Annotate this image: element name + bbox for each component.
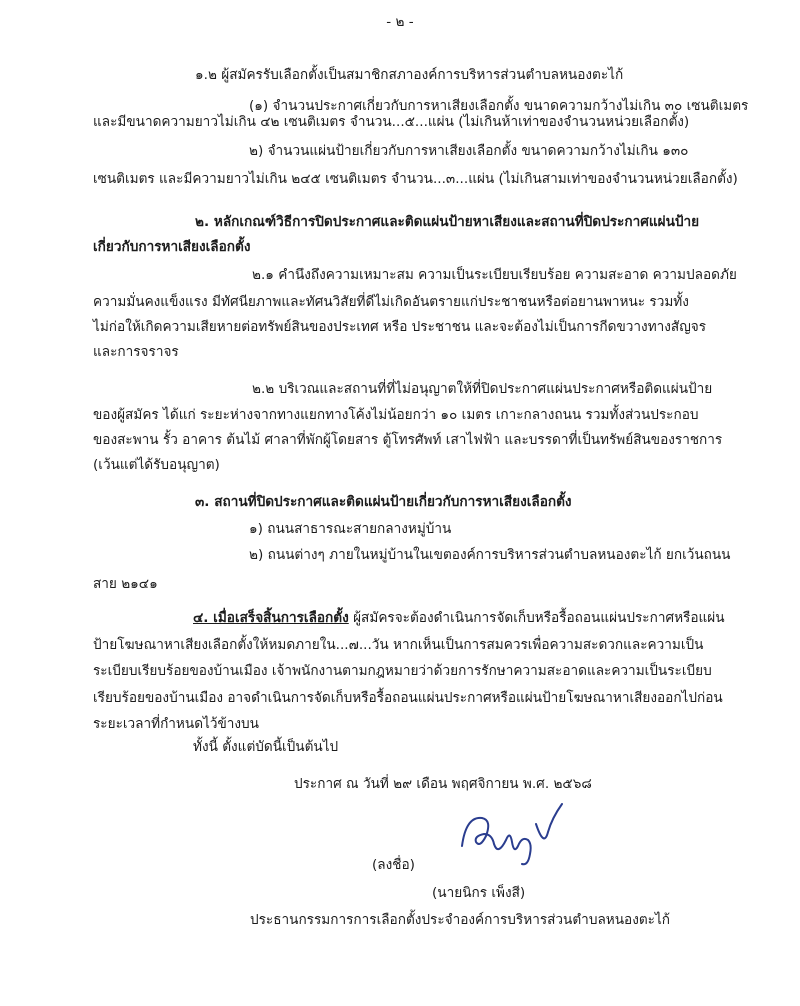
- section-4-line4: เรียบร้อยของบ้านเมือง อาจดำเนินการจัดเก็บหรือรื้อถอนแผ่นประกาศหรือแผ่นป้ายโฆษณาหาเสียงออกไปก่อน: [93, 690, 723, 706]
- section-4-line3: ระเบียบเรียบร้อยของบ้านเมือง เจ้าพนักงานตามกฎหมายว่าด้วยการรักษาความสะอาดและความเป็นระเบียบ: [93, 663, 712, 679]
- sign-label: (ลงชื่อ): [372, 857, 415, 873]
- section-2-1-line1: ๒.๑ คำนึงถึงความเหมาะสม ความเป็นระเบียบเรียบร้อย ความสะอาด ความปลอดภัย: [252, 267, 737, 283]
- signatory-position: ประธานกรรมการการเลือกตั้งประจำองค์การบริหารส่วนตำบลหนองตะไก้: [250, 912, 671, 928]
- signature-image: [452, 796, 582, 876]
- section-2-2-line1: ๒.๒ บริเวณและสถานที่ที่ไม่อนุญาตให้ที่ปิดประกาศแผ่นประกาศหรือติดแผ่นป้าย: [252, 381, 713, 397]
- section-1-2-item1-line1: (๑) จำนวนประกาศเกี่ยวกับการหาเสียงเลือกตั้ง ขนาดความกว้างไม่เกิน ๓๐ เซนติเมตร: [249, 98, 749, 114]
- section-2-1-line4: และการจราจร: [93, 344, 179, 360]
- page-number: - ๒ -: [386, 14, 414, 30]
- section-3-item2-line2: สาย ๒๑๔๑: [93, 576, 158, 592]
- closing-statement: ทั้งนี้ ตั้งแต่บัดนี้เป็นต้นไป: [193, 739, 339, 755]
- signatory-name: (นายนิกร เพ็งสี): [432, 885, 526, 901]
- section-2-heading-line1: ๒. หลักเกณฑ์วิธีการปิดประกาศและติดแผ่นป้ายหาเสียงและสถานที่ปิดประกาศแผ่นป้าย: [195, 214, 700, 230]
- section-3-heading: ๓. สถานที่ปิดประกาศและติดแผ่นป้ายเกี่ยวกับการหาเสียงเลือกตั้ง: [195, 494, 572, 510]
- announcement-date: ประกาศ ณ วันที่ ๒๙ เดือน พฤศจิกายน พ.ศ. ๒๕๖๘: [294, 776, 592, 792]
- section-4-line2: ป้ายโฆษณาหาเสียงเลือกตั้งให้หมดภายใน...๗...วัน หากเห็นเป็นการสมควรเพื่อความสะดวกและความเป็น: [93, 637, 704, 653]
- section-4-line1-rest: ผู้สมัครจะต้องดำเนินการจัดเก็บหรือรื้อถอนแผ่นประกาศหรือแผ่น: [353, 610, 725, 626]
- section-2-1-line3: ไม่ก่อให้เกิดความเสียหายต่อทรัพย์สินของประเทศ หรือ ประชาชน และจะต้องไม่เป็นการกีดขวางทางสัญจร: [93, 319, 707, 335]
- section-3-item2-line1: ๒) ถนนต่างๆ ภายในหมู่บ้านในเขตองค์การบริหารส่วนตำบลหนองตะไก้ ยกเว้นถนน: [249, 547, 731, 563]
- section-2-1-line2: ความมั่นคงแข็งแรง มีทัศนียภาพและทัศนวิสัยที่ดีไม่เกิดอันตรายแก่ประชาชนหรือต่อยานพาหนะ รวมทั้ง: [93, 294, 689, 310]
- section-1-2-item2-line1: ๒) จำนวนแผ่นป้ายเกี่ยวกับการหาเสียงเลือกตั้ง ขนาดความกว้างไม่เกิน ๑๓๐: [249, 143, 689, 159]
- section-1-2-item2-line2: เซนติเมตร และมีความยาวไม่เกิน ๒๔๕ เซนติเมตร จำนวน...๓...แผ่น (ไม่เกินสามเท่าของจำนวนหน่วยเลือกตั้ง): [93, 171, 738, 187]
- section-2-2-line2: ของผู้สมัคร ได้แก่ ระยะห่างจากทางแยกทางโค้งไม่น้อยกว่า ๑๐ เมตร เกาะกลางถนน รวมทั้งส่วนประกอบ: [93, 407, 699, 423]
- section-3-item1: ๑) ถนนสาธารณะสายกลางหมู่บ้าน: [249, 521, 452, 537]
- section-1-2-item1-line2: และมีขนาดความยาวไม่เกิน ๔๒ เซนติเมตร จำนวน...๕...แผ่น (ไม่เกินห้าเท่าของจำนวนหน่วยเลือกตั้ง): [93, 114, 690, 130]
- section-1-2-heading: ๑.๒ ผู้สมัครรับเลือกตั้งเป็นสมาชิกสภาองค์การบริหารส่วนตำบลหนองตะไก้: [195, 67, 624, 83]
- section-2-heading-line2: เกี่ยวกับการหาเสียงเลือกตั้ง: [93, 239, 251, 255]
- section-4-line1: [193, 609, 725, 627]
- section-4-heading: ๔. เมื่อเสร็จสิ้นการเลือกตั้ง: [193, 610, 349, 626]
- section-2-2-line4: (เว้นแต่ได้รับอนุญาต): [93, 457, 220, 473]
- section-4-line5: ระยะเวลาที่กำหนดไว้ข้างบน: [93, 716, 259, 732]
- section-2-2-line3: ของสะพาน รั้ว อาคาร ต้นไม้ ศาลาที่พักผู้โดยสาร ตู้โทรศัพท์ เสาไฟฟ้า และบรรดาที่เป็นทรัพย์สินของราชการ: [93, 432, 723, 448]
